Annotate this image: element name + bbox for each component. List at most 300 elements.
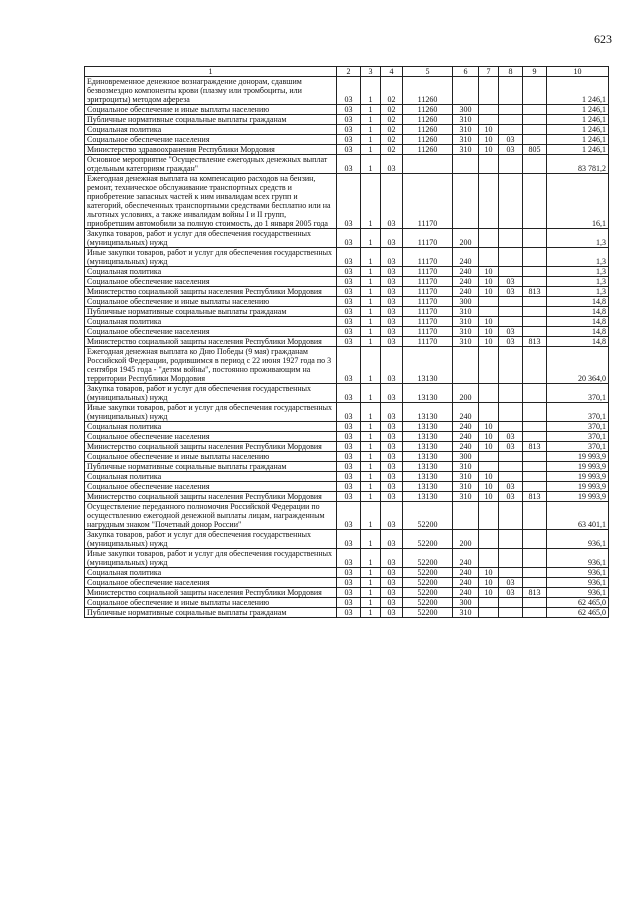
cell-direction: 13130 <box>403 422 453 432</box>
cell-direction: 11170 <box>403 297 453 307</box>
cell-ministry <box>523 472 547 482</box>
table-row <box>85 472 609 482</box>
row-name: Основное мероприятие "Осуществление ежегодных денежных выплат отдельным категориям граждан" <box>85 155 337 174</box>
cell-amount: 19 993,9 <box>547 482 609 492</box>
table-row <box>85 452 609 462</box>
cell-direction: 11260 <box>403 105 453 115</box>
column-header: 1 <box>85 67 337 77</box>
cell-program: 03 <box>337 347 361 384</box>
cell-direction: 13130 <box>403 482 453 492</box>
cell-program: 03 <box>337 248 361 267</box>
cell-event: 03 <box>381 502 403 530</box>
cell-subprogram: 1 <box>361 347 381 384</box>
cell-amount: 370,1 <box>547 432 609 442</box>
row-name: Социальное обеспечение населения <box>85 277 337 287</box>
cell-amount: 936,1 <box>547 588 609 598</box>
cell-subprogram: 1 <box>361 125 381 135</box>
cell-expense-type: 240 <box>453 287 479 297</box>
cell-subsection <box>499 105 523 115</box>
cell-amount: 14,8 <box>547 307 609 317</box>
cell-section: 10 <box>479 337 499 347</box>
cell-subprogram: 1 <box>361 384 381 403</box>
cell-ministry <box>523 452 547 462</box>
cell-section: 10 <box>479 145 499 155</box>
cell-program: 03 <box>337 442 361 452</box>
cell-direction: 11260 <box>403 77 453 105</box>
cell-ministry <box>523 608 547 618</box>
cell-expense-type: 310 <box>453 145 479 155</box>
cell-amount: 1 246,1 <box>547 145 609 155</box>
cell-ministry <box>523 125 547 135</box>
cell-direction: 52200 <box>403 588 453 598</box>
cell-amount: 1 246,1 <box>547 105 609 115</box>
table-row <box>85 105 609 115</box>
cell-ministry <box>523 462 547 472</box>
cell-expense-type: 310 <box>453 125 479 135</box>
cell-event: 03 <box>381 578 403 588</box>
cell-event: 03 <box>381 337 403 347</box>
cell-subsection: 03 <box>499 277 523 287</box>
cell-direction: 11170 <box>403 174 453 229</box>
row-name: Иные закупки товаров, работ и услуг для обеспечения государственных (муниципальных) нужд <box>85 403 337 422</box>
cell-amount: 370,1 <box>547 422 609 432</box>
cell-direction: 13130 <box>403 452 453 462</box>
cell-program: 03 <box>337 588 361 598</box>
cell-subprogram: 1 <box>361 588 381 598</box>
cell-section: 10 <box>479 135 499 145</box>
cell-program: 03 <box>337 568 361 578</box>
table-row <box>85 327 609 337</box>
cell-expense-type <box>453 502 479 530</box>
cell-direction: 52200 <box>403 598 453 608</box>
table-row <box>85 297 609 307</box>
cell-section: 10 <box>479 327 499 337</box>
cell-event: 03 <box>381 155 403 174</box>
cell-expense-type <box>453 77 479 105</box>
table-row <box>85 608 609 618</box>
cell-section: 10 <box>479 482 499 492</box>
cell-ministry <box>523 347 547 384</box>
cell-ministry <box>523 549 547 568</box>
cell-subprogram: 1 <box>361 578 381 588</box>
cell-direction: 13130 <box>403 492 453 502</box>
cell-section: 10 <box>479 472 499 482</box>
cell-subprogram: 1 <box>361 297 381 307</box>
cell-program: 03 <box>337 287 361 297</box>
cell-ministry <box>523 502 547 530</box>
cell-subprogram: 1 <box>361 568 381 578</box>
cell-direction: 52200 <box>403 568 453 578</box>
cell-event: 03 <box>381 442 403 452</box>
table-row <box>85 530 609 549</box>
cell-section <box>479 608 499 618</box>
cell-ministry <box>523 568 547 578</box>
row-name: Социальное обеспечение населения <box>85 135 337 145</box>
cell-section: 10 <box>479 588 499 598</box>
cell-section <box>479 530 499 549</box>
cell-subprogram: 1 <box>361 248 381 267</box>
cell-subsection <box>499 267 523 277</box>
cell-event: 03 <box>381 482 403 492</box>
cell-program: 03 <box>337 307 361 317</box>
table-row <box>85 568 609 578</box>
row-name: Единовременное денежное вознаграждение донорам, сдавшим безвозмездно компоненты крови (плазму или тромбоциты, или эритроциты) методом афереза <box>85 77 337 105</box>
cell-subsection <box>499 248 523 267</box>
cell-subprogram: 1 <box>361 277 381 287</box>
cell-subsection <box>499 598 523 608</box>
cell-direction: 13130 <box>403 472 453 482</box>
table-row <box>85 347 609 384</box>
row-name: Осуществление переданного полномочия Российской Федерации по осуществлению ежегодной денежной выплаты лицам, награжденным нагрудным знаком "Почетный донор России" <box>85 502 337 530</box>
cell-subprogram: 1 <box>361 105 381 115</box>
cell-ministry <box>523 482 547 492</box>
cell-amount: 936,1 <box>547 530 609 549</box>
cell-amount: 1 246,1 <box>547 77 609 105</box>
column-header: 5 <box>403 67 453 77</box>
cell-program: 03 <box>337 403 361 422</box>
cell-program: 03 <box>337 135 361 145</box>
cell-expense-type: 240 <box>453 568 479 578</box>
cell-amount: 1 246,1 <box>547 125 609 135</box>
cell-direction: 52200 <box>403 578 453 588</box>
cell-amount: 370,1 <box>547 403 609 422</box>
table-row <box>85 462 609 472</box>
table-row <box>85 502 609 530</box>
cell-event: 02 <box>381 105 403 115</box>
cell-expense-type: 300 <box>453 297 479 307</box>
cell-subsection <box>499 403 523 422</box>
cell-program: 03 <box>337 492 361 502</box>
cell-event: 03 <box>381 347 403 384</box>
column-header: 2 <box>337 67 361 77</box>
cell-expense-type: 200 <box>453 229 479 248</box>
cell-section: 10 <box>479 267 499 277</box>
cell-section: 10 <box>479 568 499 578</box>
cell-section <box>479 462 499 472</box>
cell-subprogram: 1 <box>361 155 381 174</box>
column-header-row <box>85 67 609 77</box>
cell-ministry <box>523 327 547 337</box>
table-body <box>85 77 609 618</box>
cell-amount: 14,8 <box>547 327 609 337</box>
cell-ministry <box>523 229 547 248</box>
cell-section <box>479 77 499 105</box>
cell-expense-type: 200 <box>453 530 479 549</box>
cell-subsection <box>499 549 523 568</box>
cell-subprogram: 1 <box>361 422 381 432</box>
row-name: Социальное обеспечение населения <box>85 578 337 588</box>
cell-amount: 62 465,0 <box>547 608 609 618</box>
cell-subsection <box>499 155 523 174</box>
table-row <box>85 145 609 155</box>
row-name: Министерство социальной защиты населения Республики Мордовия <box>85 442 337 452</box>
cell-amount: 16,1 <box>547 174 609 229</box>
cell-expense-type: 310 <box>453 472 479 482</box>
cell-ministry <box>523 403 547 422</box>
cell-expense-type: 240 <box>453 432 479 442</box>
row-name: Публичные нормативные социальные выплаты гражданам <box>85 307 337 317</box>
cell-subsection: 03 <box>499 337 523 347</box>
cell-event: 02 <box>381 115 403 125</box>
cell-expense-type: 240 <box>453 549 479 568</box>
cell-program: 03 <box>337 598 361 608</box>
cell-amount: 936,1 <box>547 549 609 568</box>
cell-section <box>479 403 499 422</box>
cell-expense-type: 300 <box>453 105 479 115</box>
cell-ministry: 813 <box>523 287 547 297</box>
cell-event: 03 <box>381 530 403 549</box>
table-row <box>85 337 609 347</box>
cell-section <box>479 549 499 568</box>
cell-amount: 20 364,0 <box>547 347 609 384</box>
cell-amount: 1,3 <box>547 287 609 297</box>
cell-amount: 19 993,9 <box>547 492 609 502</box>
cell-subsection: 03 <box>499 492 523 502</box>
cell-amount: 1,3 <box>547 248 609 267</box>
cell-expense-type: 310 <box>453 608 479 618</box>
cell-amount: 83 781,2 <box>547 155 609 174</box>
cell-event: 03 <box>381 277 403 287</box>
cell-program: 03 <box>337 267 361 277</box>
cell-amount: 14,8 <box>547 337 609 347</box>
cell-program: 03 <box>337 549 361 568</box>
cell-subprogram: 1 <box>361 267 381 277</box>
cell-subsection <box>499 384 523 403</box>
column-header: 8 <box>499 67 523 77</box>
table-row <box>85 229 609 248</box>
row-name: Социальное обеспечение и иные выплаты населению <box>85 105 337 115</box>
cell-direction: 52200 <box>403 608 453 618</box>
table-row <box>85 442 609 452</box>
cell-amount: 370,1 <box>547 442 609 452</box>
cell-expense-type: 300 <box>453 452 479 462</box>
cell-expense-type: 310 <box>453 327 479 337</box>
row-name: Социальное обеспечение населения <box>85 432 337 442</box>
cell-section: 10 <box>479 277 499 287</box>
cell-expense-type: 240 <box>453 422 479 432</box>
row-name: Социальное обеспечение населения <box>85 482 337 492</box>
row-name: Закупка товаров, работ и услуг для обеспечения государственных (муниципальных) нужд <box>85 384 337 403</box>
cell-expense-type: 240 <box>453 578 479 588</box>
table-row <box>85 77 609 105</box>
cell-event: 03 <box>381 327 403 337</box>
cell-expense-type <box>453 347 479 384</box>
cell-subprogram: 1 <box>361 530 381 549</box>
cell-section <box>479 297 499 307</box>
cell-ministry <box>523 174 547 229</box>
cell-event: 03 <box>381 598 403 608</box>
cell-subsection: 03 <box>499 287 523 297</box>
cell-event: 02 <box>381 145 403 155</box>
cell-direction: 11170 <box>403 248 453 267</box>
cell-ministry: 813 <box>523 492 547 502</box>
cell-program: 03 <box>337 125 361 135</box>
cell-event: 02 <box>381 77 403 105</box>
cell-direction: 13130 <box>403 403 453 422</box>
cell-ministry: 813 <box>523 588 547 598</box>
cell-subprogram: 1 <box>361 432 381 442</box>
cell-expense-type: 310 <box>453 307 479 317</box>
row-name: Министерство социальной защиты населения Республики Мордовия <box>85 588 337 598</box>
cell-subsection <box>499 115 523 125</box>
cell-section <box>479 115 499 125</box>
column-header: 9 <box>523 67 547 77</box>
cell-subsection <box>499 502 523 530</box>
row-name: Министерство социальной защиты населения Республики Мордовия <box>85 337 337 347</box>
row-name: Министерство здравоохранения Республики Мордовия <box>85 145 337 155</box>
cell-ministry <box>523 384 547 403</box>
cell-subprogram: 1 <box>361 135 381 145</box>
cell-ministry <box>523 432 547 442</box>
cell-expense-type: 310 <box>453 135 479 145</box>
cell-subprogram: 1 <box>361 317 381 327</box>
cell-program: 03 <box>337 578 361 588</box>
table-row <box>85 248 609 267</box>
cell-direction: 11260 <box>403 145 453 155</box>
cell-ministry <box>523 598 547 608</box>
cell-ministry <box>523 530 547 549</box>
cell-subprogram: 1 <box>361 115 381 125</box>
cell-subsection <box>499 174 523 229</box>
table-row <box>85 578 609 588</box>
cell-subprogram: 1 <box>361 502 381 530</box>
row-name: Социальная политика <box>85 317 337 327</box>
row-name: Социальное обеспечение и иные выплаты населению <box>85 452 337 462</box>
table-row <box>85 307 609 317</box>
row-name: Публичные нормативные социальные выплаты гражданам <box>85 115 337 125</box>
cell-subsection <box>499 608 523 618</box>
table-row <box>85 384 609 403</box>
cell-program: 03 <box>337 422 361 432</box>
cell-section: 10 <box>479 422 499 432</box>
cell-section <box>479 307 499 317</box>
cell-subprogram: 1 <box>361 77 381 105</box>
table-row <box>85 432 609 442</box>
cell-direction: 13130 <box>403 347 453 384</box>
cell-direction: 11170 <box>403 307 453 317</box>
cell-amount: 936,1 <box>547 578 609 588</box>
cell-expense-type <box>453 174 479 229</box>
cell-expense-type: 240 <box>453 442 479 452</box>
cell-ministry <box>523 115 547 125</box>
cell-subsection <box>499 422 523 432</box>
cell-ministry <box>523 267 547 277</box>
cell-program: 03 <box>337 174 361 229</box>
row-name: Публичные нормативные социальные выплаты гражданам <box>85 608 337 618</box>
table-row <box>85 317 609 327</box>
row-name: Социальная политика <box>85 267 337 277</box>
cell-section <box>479 105 499 115</box>
cell-event: 03 <box>381 549 403 568</box>
cell-subprogram: 1 <box>361 442 381 452</box>
cell-event: 03 <box>381 287 403 297</box>
cell-ministry <box>523 105 547 115</box>
cell-program: 03 <box>337 384 361 403</box>
cell-event: 03 <box>381 403 403 422</box>
cell-section: 10 <box>479 432 499 442</box>
cell-subsection: 03 <box>499 145 523 155</box>
cell-direction: 11170 <box>403 317 453 327</box>
cell-ministry <box>523 77 547 105</box>
cell-amount: 19 993,9 <box>547 452 609 462</box>
table-row <box>85 115 609 125</box>
cell-program: 03 <box>337 472 361 482</box>
cell-subsection <box>499 125 523 135</box>
cell-direction: 13130 <box>403 384 453 403</box>
column-header: 6 <box>453 67 479 77</box>
cell-subprogram: 1 <box>361 462 381 472</box>
table-row <box>85 403 609 422</box>
cell-section <box>479 248 499 267</box>
table-row <box>85 492 609 502</box>
table-row <box>85 549 609 568</box>
cell-program: 03 <box>337 327 361 337</box>
cell-direction: 11170 <box>403 327 453 337</box>
cell-expense-type: 240 <box>453 267 479 277</box>
cell-direction: 52200 <box>403 530 453 549</box>
cell-ministry <box>523 155 547 174</box>
table-row <box>85 422 609 432</box>
cell-direction: 11170 <box>403 267 453 277</box>
cell-amount: 14,8 <box>547 297 609 307</box>
cell-event: 03 <box>381 307 403 317</box>
cell-expense-type: 310 <box>453 482 479 492</box>
row-name: Публичные нормативные социальные выплаты гражданам <box>85 462 337 472</box>
cell-subprogram: 1 <box>361 287 381 297</box>
row-name: Социальная политика <box>85 125 337 135</box>
cell-program: 03 <box>337 115 361 125</box>
cell-expense-type: 310 <box>453 462 479 472</box>
cell-subprogram: 1 <box>361 327 381 337</box>
row-name: Иные закупки товаров, работ и услуг для обеспечения государственных (муниципальных) нужд <box>85 248 337 267</box>
cell-ministry <box>523 248 547 267</box>
cell-event: 03 <box>381 384 403 403</box>
cell-event: 03 <box>381 174 403 229</box>
budget-table <box>84 66 609 618</box>
cell-program: 03 <box>337 145 361 155</box>
cell-section <box>479 384 499 403</box>
cell-event: 02 <box>381 125 403 135</box>
cell-subsection: 03 <box>499 432 523 442</box>
row-name: Министерство социальной защиты населения Республики Мордовия <box>85 492 337 502</box>
cell-ministry: 813 <box>523 442 547 452</box>
row-name: Иные закупки товаров, работ и услуг для обеспечения государственных (муниципальных) нужд <box>85 549 337 568</box>
cell-expense-type <box>453 155 479 174</box>
cell-subsection <box>499 472 523 482</box>
cell-subsection <box>499 297 523 307</box>
cell-direction: 13130 <box>403 432 453 442</box>
cell-subprogram: 1 <box>361 492 381 502</box>
cell-section: 10 <box>479 492 499 502</box>
cell-program: 03 <box>337 229 361 248</box>
cell-subsection <box>499 77 523 105</box>
cell-direction: 11170 <box>403 287 453 297</box>
cell-subprogram: 1 <box>361 452 381 462</box>
cell-subsection <box>499 452 523 462</box>
cell-subprogram: 1 <box>361 482 381 492</box>
cell-program: 03 <box>337 482 361 492</box>
cell-program: 03 <box>337 337 361 347</box>
cell-event: 03 <box>381 472 403 482</box>
cell-subprogram: 1 <box>361 337 381 347</box>
cell-event: 03 <box>381 452 403 462</box>
cell-section <box>479 174 499 229</box>
cell-amount: 19 993,9 <box>547 472 609 482</box>
row-name: Социальная политика <box>85 422 337 432</box>
cell-section: 10 <box>479 125 499 135</box>
cell-subsection <box>499 462 523 472</box>
cell-expense-type: 310 <box>453 317 479 327</box>
